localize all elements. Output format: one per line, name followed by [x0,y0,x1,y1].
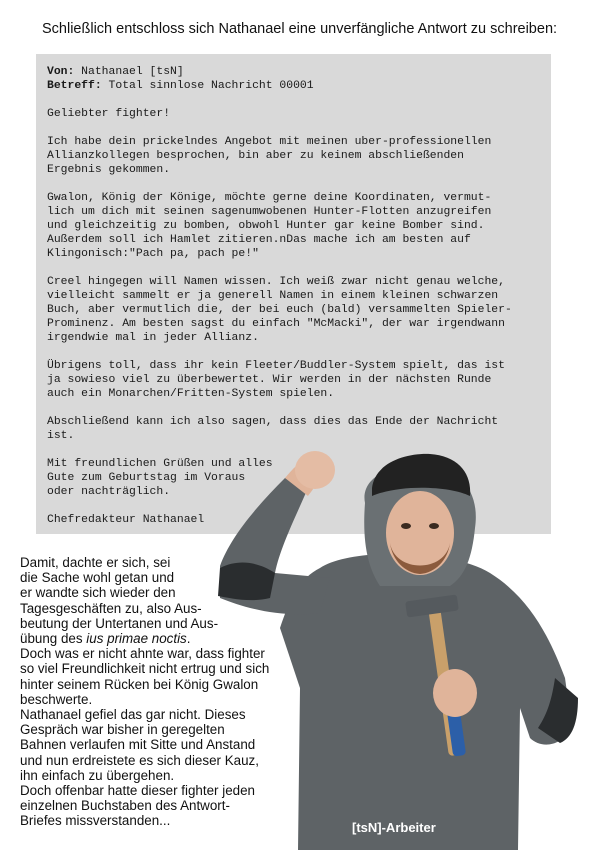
story-paragraph-1 [20,555,290,646]
raised-fist [295,451,335,489]
letter-from [47,65,551,79]
subject-label: Betreff: [47,80,102,92]
intro-text: Schließlich entschloss sich Nathanael eine unverfängliche Antwort zu schreiben: [42,21,558,37]
from-value: Nathanael [tsN] [74,66,184,78]
letter-subject [47,79,551,93]
story-part-2: . [186,631,191,647]
story-text [20,555,290,829]
photo-caption: [tsN]-Arbeiter [352,820,436,835]
holding-hand [433,669,477,717]
story-part-1: Damit, dachte er sich, sei die Sache wohl getan und er wandte sich wieder den Tagesgeschäften zu, also Aus- beutung der Untertanen und Aus- übung des [20,555,219,647]
subject-value: Total sinnlose Nachricht 00001 [101,80,314,92]
from-label: Von: [47,66,75,78]
face [386,491,454,575]
story-italic: ius primae noctis [86,631,187,647]
letter-paragraph-5: Abschließend kann ich also sagen, dass dies das Ende der Nachricht ist. [47,416,499,442]
letter-paragraph-3: Creel hingegen will Namen wissen. Ich weiß zwar nicht genau welche, vielleicht sammelt er ja generell Namen in einem kleinen schwarzen Buch, aber vermutlich die, der bei euch (bald) versammelten Spieler- Prominenz. Am besten sagst du einfach "McMacki", der war irgendwann irgendwie mal in jeder Allianz. [47,276,512,344]
letter-signature: Chefredakteur Nathanael [47,514,205,526]
right-eye [429,523,439,529]
letter-paragraph-1: Ich habe dein prickelndes Angebot mit meinen uber-professionellen Allianzkollegen besprochen, bin aber zu keinem abschließenden Ergebnis gekommen. [47,136,492,176]
letter-paragraph-2: Gwalon, König der Könige, möchte gerne deine Koordinaten, vermut- lich um dich mit seinen sagenumwobenen Hunter-Flotten anzugreifen und gleichzeitig zu bomben, obwohl Hunter gar keine Bomber sind. Außerdem soll ich Hamlet zitieren.nDas mache ich am besten auf Klingonisch:"Pach pa, pach pe!" [47,192,492,260]
story-paragraph-2: Doch was er nicht ahnte war, dass fighter so viel Freundlichkeit nicht ertrug und sich hinter seinem Rücken bei König Gwalon beschwerte. Nathanael gefiel das gar nicht. Dieses Gespräch war bisher in geregelten Bahnen verlaufen mit Sitte und Anstand und nun erdreistete es sich dieser Kauz, ihn einfach zu übergehen. Doch offenbar hatte dieser fighter jeden einzelnen Buchstaben des Antwort- Briefes missverstanden... [20,646,270,829]
letter-salutation: Geliebter fighter! [47,108,171,120]
letter-closing: Mit freundlichen Grüßen und alles Gute zum Geburtstag im Voraus oder nachträglich. [47,458,273,498]
letter-paragraph-4: Übrigens toll, dass ihr kein Fleeter/Buddler-System spielt, das ist ja sowieso viel zu überbewertet. Wir werden in der nächsten Runde auch ein Monarchen/Fritten-System spielen. [47,360,505,400]
left-eye [401,523,411,529]
